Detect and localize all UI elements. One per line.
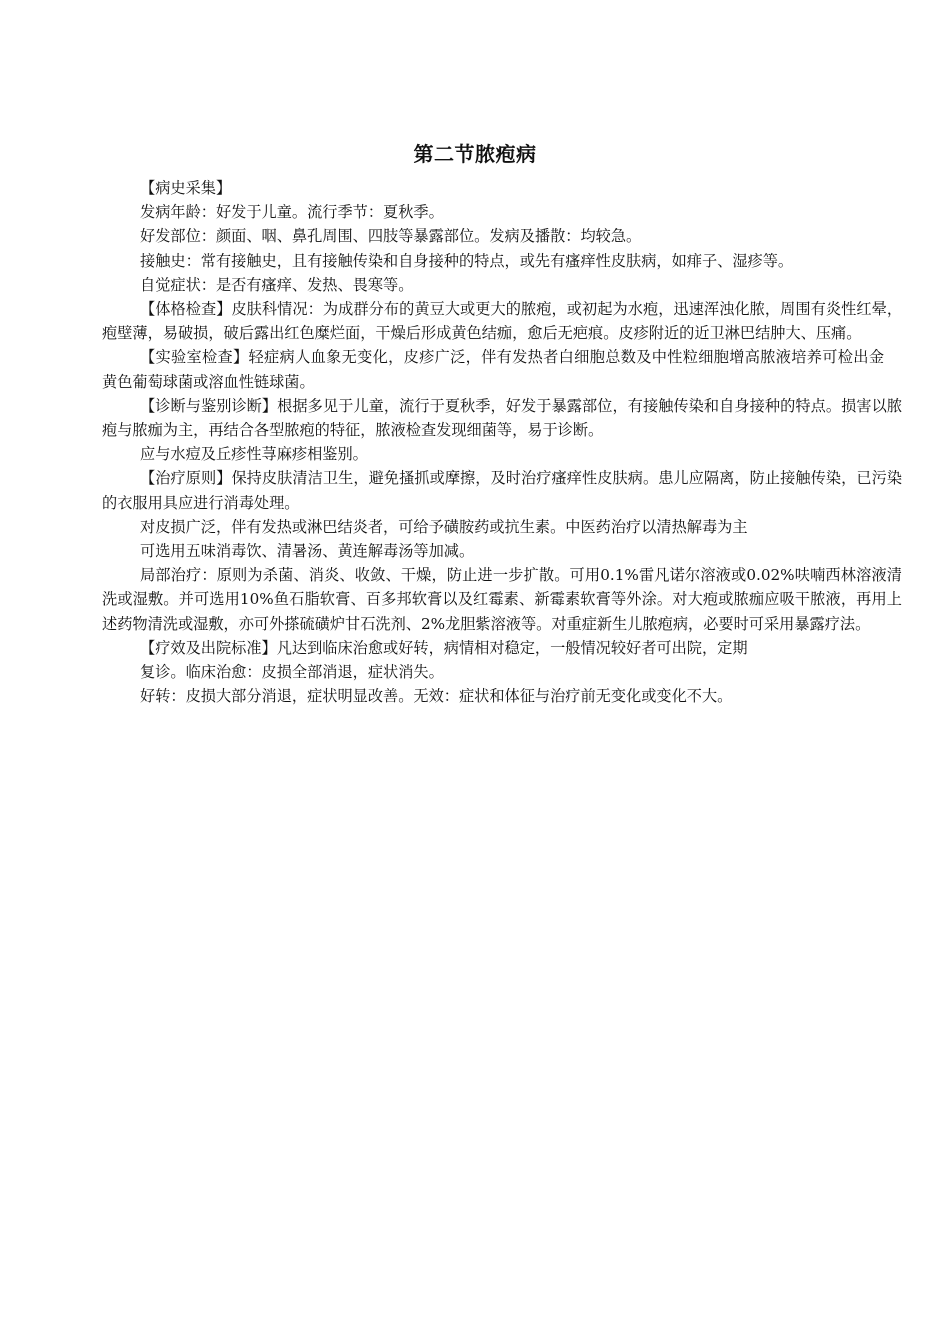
section-heading-history: 【病史采集】: [140, 179, 232, 197]
paragraph-lab-exam: 【实验室检查】轻症病人血象无变化，皮疹广泛，伴有发热者白细胞总数及中性粒细胞增高脓液培养可检出金黄色葡萄球菌或溶血性链球菌。: [102, 348, 884, 391]
paragraph-diagnosis: 【诊断与鉴别诊断】根据多见于儿童，流行于夏秋季，好发于暴露部位，有接触传染和自身接种的特点。损害以脓疱与脓痂为主，再结合各型脓疱的特征，脓液检查发现细菌等，易于诊断。: [102, 396, 902, 440]
paragraph-symptoms: 自觉症状：是否有瘙痒、发热、畏寒等。: [140, 275, 414, 294]
paragraph-improvement: 好转：皮损大部分消退，症状明显改善。无效：症状和体征与治疗前无变化或变化不大。: [140, 687, 733, 706]
paragraph-systemic-treatment: 对皮损广泛，伴有发热或淋巴结炎者，可给予磺胺药或抗生素。中医药治疗以清热解毒为主: [140, 517, 748, 536]
paragraph-tcm-prescriptions: 可选用五味消毒饮、清暑汤、黄连解毒汤等加减。: [140, 542, 475, 561]
paragraph-physical-exam: 【体格检查】皮肤科情况：为成群分布的黄豆大或更大的脓疱，或初起为水疱，迅速浑浊化脓，周围有炎性红晕，疱壁薄，易破损，破后露出红色糜烂面，干燥后形成黄色结痂，愈后无疤痕。皮疹附近的近卫淋巴结肿大、压痛。: [102, 300, 902, 343]
paragraph-follow-up: 复诊。临床治愈：皮损全部消退，症状消失。: [140, 663, 444, 682]
paragraph-onset-age: 发病年龄：好发于儿童。流行季节：夏秋季。: [140, 203, 444, 222]
paragraph-local-treatment: 局部治疗：原则为杀菌、消炎、收敛、干燥，防止进一步扩散。可用0.1%雷凡诺尔溶液或0.02%呋喃西林溶液清洗或湿敷。并可选用10%鱼石脂软膏、百多邦软膏以及红霉素、新霉素软膏等外涂。对大疱或脓痂应吸干脓液，再用上述药物清洗或湿敷，亦可外搽硫磺炉甘石洗剂、2%龙胆紫溶液等。对重症新生儿脓疱病，必要时可采用暴露疗法。: [102, 566, 902, 633]
document-body: [102, 176, 902, 708]
paragraph-differential: 应与水痘及丘疹性荨麻疹相鉴别。: [140, 445, 368, 464]
paragraph-contact-history: 接触史：常有接触史，且有接触传染和自身接种的特点，或先有瘙痒性皮肤病，如痱子、湿疹等。: [140, 251, 794, 270]
page-title: 第二节脓疱病: [413, 142, 537, 166]
paragraph-discharge-criteria: 【疗效及出院标准】凡达到临床治愈或好转，病情相对稳定，一般情况较好者可出院，定期: [140, 638, 748, 657]
paragraph-treatment-principle: 【治疗原则】保持皮肤清洁卫生，避免搔抓或摩擦，及时治疗瘙痒性皮肤病。患儿应隔离，防止接触传染，已污染的衣服用具应进行消毒处理。: [102, 469, 902, 512]
paragraph-predilection-site: 好发部位：颜面、咽、鼻孔周围、四肢等暴露部位。发病及播散：均较急。: [140, 227, 642, 246]
